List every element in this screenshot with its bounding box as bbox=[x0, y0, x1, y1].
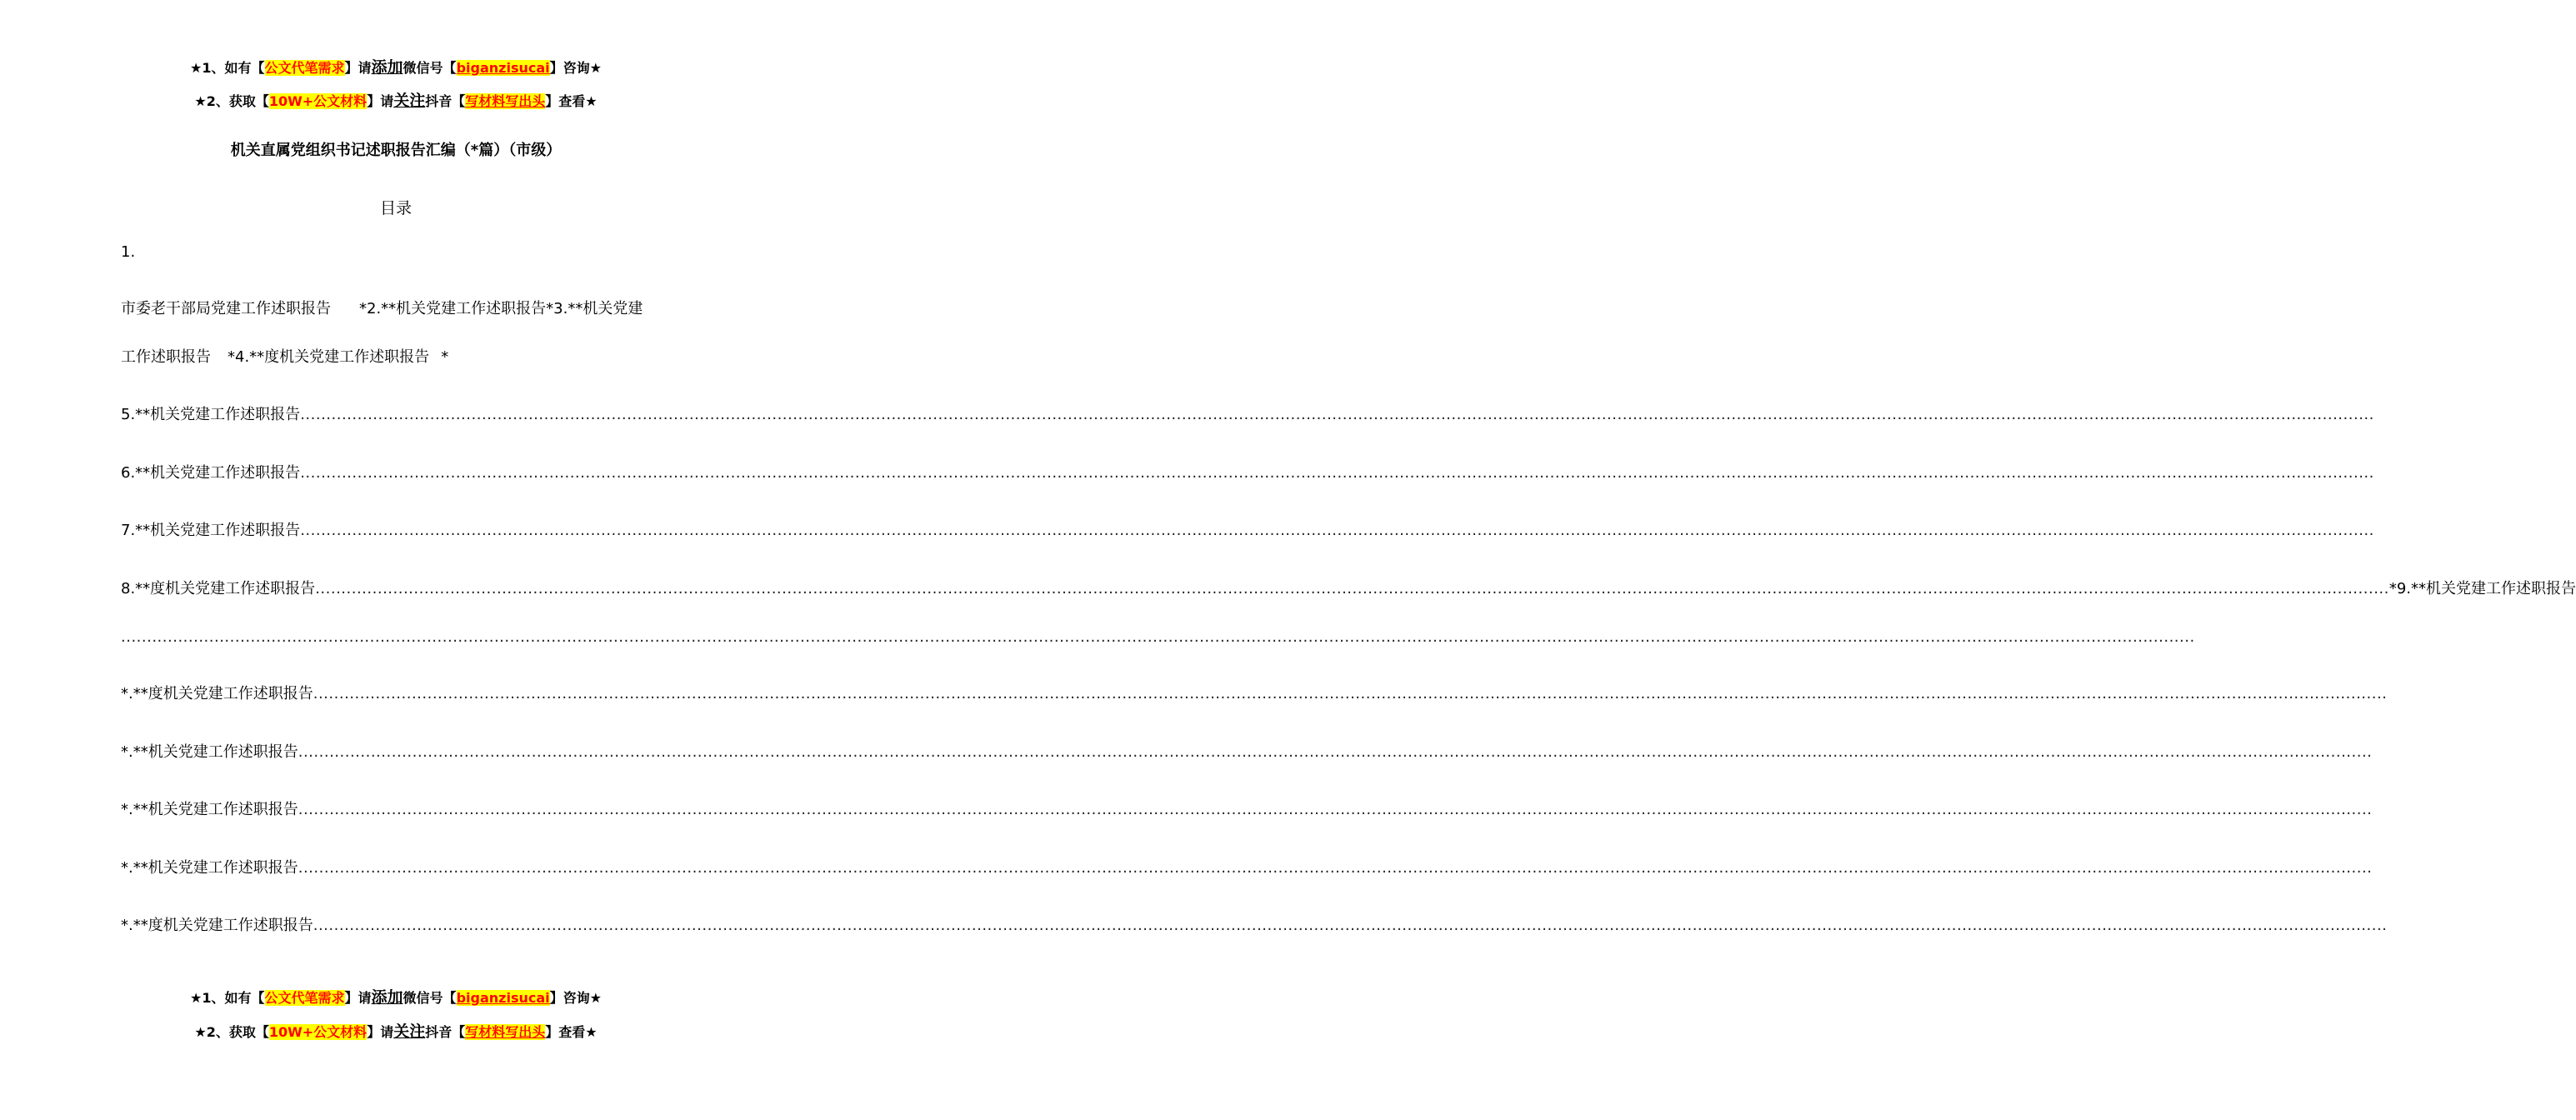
dot-leader: ................................................................................................................................................................................................................................................................................................................................................................................................................ bbox=[313, 685, 2388, 702]
ad-text: 抖音【 bbox=[425, 93, 466, 109]
ad-line-1-bottom bbox=[0, 988, 792, 1008]
ad-line-2-top bbox=[0, 92, 792, 111]
ad-text: 】请 bbox=[367, 1024, 394, 1040]
ad-highlight: 公文代笔需求 bbox=[264, 60, 345, 76]
toc-entry: 6.**机关党建工作述职报告 bbox=[121, 464, 301, 482]
toc-entry: *9.**机关党建工作述职报告 bbox=[2388, 580, 2576, 598]
toc-line bbox=[121, 858, 2373, 878]
dot-leader: ................................................................................................................................................................................................................................................................................................................................................................................................................ bbox=[298, 801, 2373, 818]
ad-text: 抖音【 bbox=[425, 1024, 466, 1040]
douyin-id: 写材料写出头 bbox=[465, 93, 546, 109]
ad-text: 】请 bbox=[344, 990, 372, 1006]
ad-text: ★2、获取【 bbox=[194, 1024, 269, 1040]
ad-emphasis: 关注 bbox=[393, 92, 426, 110]
ad-text: ★1、如有【 bbox=[190, 990, 265, 1006]
toc-line bbox=[121, 684, 2388, 704]
douyin-id: 写材料写出头 bbox=[465, 1024, 546, 1040]
toc-line bbox=[121, 405, 2374, 425]
ad-text: 】查看★ bbox=[545, 1024, 598, 1040]
toc-line bbox=[121, 800, 2373, 820]
ad-text: 】请 bbox=[367, 93, 394, 109]
toc-entry: *.**机关党建工作述职报告 bbox=[121, 801, 298, 818]
toc-entry: *.**机关党建工作述职报告 bbox=[121, 743, 298, 761]
ad-text: ★2、获取【 bbox=[194, 93, 269, 109]
toc-line bbox=[121, 742, 2373, 762]
dot-leader: ................................................................................................................................................................................................................................................................................................................................................................................................................ bbox=[315, 580, 2389, 598]
toc-heading: 目录 bbox=[379, 199, 412, 218]
wechat-id: biganzisucai bbox=[456, 990, 550, 1006]
toc-line: 1. bbox=[121, 243, 136, 261]
toc-entry: * bbox=[441, 348, 449, 366]
dot-leader: ................................................................................................................................................................................................................................................................................................................................................................................................................ bbox=[300, 464, 2374, 482]
toc-line bbox=[121, 348, 792, 368]
ad-text: 】请 bbox=[344, 60, 372, 76]
toc-entry: *4.**度机关党建工作述职报告 bbox=[228, 348, 430, 366]
ad-highlight: 10W+公文材料 bbox=[268, 93, 368, 109]
ad-text: 微信号【 bbox=[403, 990, 457, 1006]
dot-leader: ................................................................................................................................................................................................................................................................................................................................................................................................................ bbox=[121, 628, 2195, 646]
toc-entry: 5.**机关党建工作述职报告 bbox=[121, 406, 301, 423]
ad-emphasis: 关注 bbox=[393, 1022, 426, 1041]
dot-leader: ................................................................................................................................................................................................................................................................................................................................................................................................................ bbox=[300, 406, 2374, 423]
ad-text: 微信号【 bbox=[403, 60, 457, 76]
dot-leader: ................................................................................................................................................................................................................................................................................................................................................................................................................ bbox=[298, 743, 2373, 761]
toc-line bbox=[121, 579, 2576, 599]
dot-leader: ................................................................................................................................................................................................................................................................................................................................................................................................................ bbox=[313, 917, 2388, 934]
toc-line bbox=[121, 521, 2374, 541]
ad-highlight: 公文代笔需求 bbox=[264, 990, 345, 1006]
toc-entry: 7.**机关党建工作述职报告 bbox=[121, 522, 301, 539]
toc-entry: *.**度机关党建工作述职报告 bbox=[121, 917, 313, 934]
toc-entry: 8.**度机关党建工作述职报告 bbox=[121, 580, 316, 598]
ad-text: 】咨询★ bbox=[549, 60, 602, 76]
ad-line-2-bottom bbox=[0, 1022, 792, 1042]
toc-entry: *.**机关党建工作述职报告 bbox=[121, 859, 298, 877]
ad-line-1-top bbox=[0, 58, 792, 78]
toc-entry: *.**度机关党建工作述职报告 bbox=[121, 685, 313, 702]
toc-entry: *2.**机关党建工作述职报告*3.**机关党建 bbox=[359, 300, 643, 318]
toc-line bbox=[121, 916, 2388, 936]
document-title: 机关直属党组织书记述职报告汇编（*篇）（市级） bbox=[230, 142, 562, 159]
ad-text: ★1、如有【 bbox=[190, 60, 265, 76]
ad-emphasis: 添加 bbox=[371, 988, 403, 1007]
toc-entry: 市委老干部局党建工作述职报告 bbox=[121, 300, 331, 318]
toc-line bbox=[121, 628, 2195, 648]
toc-line bbox=[121, 463, 2374, 483]
wechat-id: biganzisucai bbox=[456, 60, 550, 76]
toc-entry: 工作述职报告 bbox=[121, 348, 211, 366]
ad-text: 】查看★ bbox=[545, 93, 598, 109]
dot-leader: ................................................................................................................................................................................................................................................................................................................................................................................................................ bbox=[298, 859, 2373, 877]
ad-emphasis: 添加 bbox=[371, 58, 403, 77]
toc-line bbox=[121, 299, 792, 319]
dot-leader: ................................................................................................................................................................................................................................................................................................................................................................................................................ bbox=[300, 522, 2374, 539]
ad-highlight: 10W+公文材料 bbox=[268, 1024, 368, 1040]
ad-text: 】咨询★ bbox=[549, 990, 602, 1006]
